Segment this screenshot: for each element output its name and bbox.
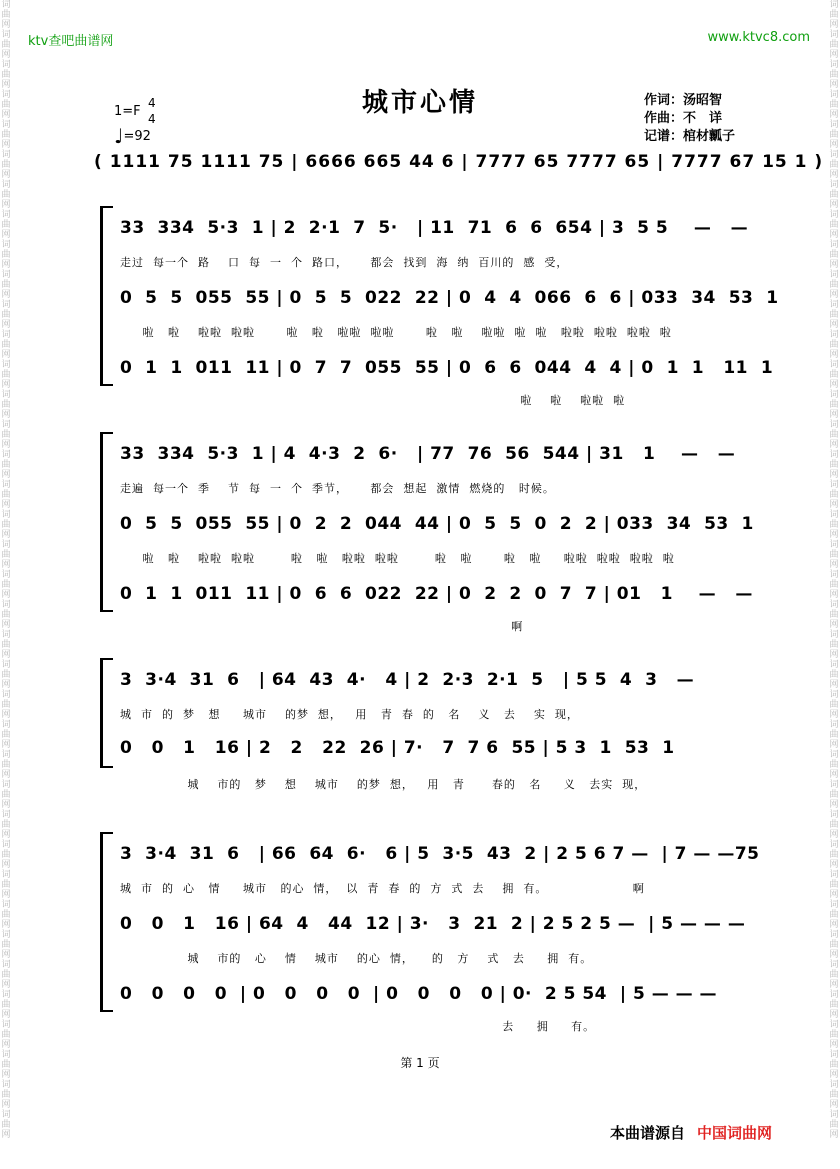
time-numerator: 4	[148, 96, 156, 110]
lyrics-row-melody: 走遍 每一个 季 节 每 一 个 季节， 都会 想起 激情 燃烧的 时候。	[120, 482, 555, 495]
watermark-left: 词曲网词曲网词曲网词曲网词曲网词曲网词曲网词曲网词曲网词曲网词曲网词曲网词曲网词曲网词曲网词曲网词曲网词曲网词曲网词曲网词曲网词曲网词曲网词曲网词曲网词曲网词曲网词曲网词曲网词曲网词曲网词曲网词曲网词曲网词曲网词曲网词曲网词曲网	[1, 0, 11, 1140]
staff-row-harmony: 0 0 1 16 | 2 2 22 26 | 7· 7 7 6 55 | 5 3 1 53 1	[120, 738, 675, 758]
lyrics-row-bass: 啊	[120, 620, 524, 633]
composer: 作曲：不 详	[644, 111, 723, 126]
time-denominator: 4	[148, 112, 156, 126]
score-system-4	[100, 832, 760, 1033]
lyrics-row-bass: 啦 啦 啦啦 啦	[120, 394, 626, 407]
source-site-link[interactable]: 中国词曲网	[697, 1124, 773, 1142]
system-bracket	[100, 432, 113, 612]
staff-row-bass: 0 0 0 0 | 0 0 0 0 | 0 0 0 0 | 0· 2 5 54 | 5 — — —	[120, 984, 718, 1004]
time-signature	[148, 95, 156, 127]
staff-row-harmony: 0 5 5 055 55 | 0 5 5 022 22 | 0 4 4 066 6 6 | 033 34 53 1	[120, 288, 779, 308]
staff-row-melody: 33 334 5·3 1 | 4 4·3 2 6· | 77 76 56 544 | 31 1 — —	[120, 444, 736, 464]
site-url-right[interactable]: www.ktvc8.com	[707, 30, 810, 45]
credits	[644, 92, 735, 146]
lyrics-row-melody: 城 市 的 梦 想 城市 的梦 想， 用 青 春 的 名 义 去 实 现，	[120, 708, 579, 721]
watermark-right: 词曲网词曲网词曲网词曲网词曲网词曲网词曲网词曲网词曲网词曲网词曲网词曲网词曲网词曲网词曲网词曲网词曲网词曲网词曲网词曲网词曲网词曲网词曲网词曲网词曲网词曲网词曲网词曲网词曲网词曲网词曲网词曲网词曲网词曲网词曲网词曲网词曲网词曲网	[829, 0, 839, 1140]
system-bracket	[100, 658, 113, 768]
tempo-value: =92	[123, 129, 151, 144]
lyricist: 作词：汤昭智	[644, 93, 723, 108]
lyrics-row-harmony: 啦 啦 啦啦 啦啦 啦 啦 啦啦 啦啦 啦 啦 啦啦 啦 啦 啦啦 啦啦 啦啦 啦	[120, 326, 672, 339]
staff-row-melody: 3 3·4 31 6 | 64 43 4· 4 | 2 2·3 2·1 5 | 5 5 4 3 —	[120, 670, 695, 690]
staff-row-harmony: 0 5 5 055 55 | 0 2 2 044 44 | 0 5 5 0 2 2 | 033 34 53 1	[120, 514, 754, 534]
system-bracket	[100, 206, 113, 386]
tempo-marking	[114, 124, 151, 148]
lyrics-row-harmony: 啦 啦 啦啦 啦啦 啦 啦 啦啦 啦啦 啦 啦 啦 啦 啦啦 啦啦 啦啦 啦	[120, 552, 675, 565]
system-bracket	[100, 832, 113, 1012]
staff-row-melody: 33 334 5·3 1 | 2 2·1 7 5· | 11 71 6 6 654 | 3 5 5 — —	[120, 218, 749, 238]
lyrics-row-melody: 走过 每一个 路 口 每 一 个 路口， 都会 找到 海 纳 百川的 感 受，	[120, 256, 569, 269]
lyrics-row-harmony: 城 市的 梦 想 城市 的梦 想， 用 青 春的 名 义 去实 现，	[120, 778, 647, 791]
site-name-left[interactable]: ktv查吧曲谱网	[28, 34, 114, 49]
staff-row-bass: 0 1 1 011 11 | 0 7 7 055 55 | 0 6 6 044 4 4 | 0 1 1 11 1	[120, 358, 774, 378]
source-credit	[610, 1122, 772, 1143]
intro-line: ( 1111 75 1111 75 | 6666 665 44 6 | 7777 65 7777 65 | 7777 67 15 1 )	[94, 152, 824, 172]
lyrics-row-bass: 去 拥 有。	[120, 1020, 596, 1033]
staff-row-bass: 0 1 1 011 11 | 0 6 6 022 22 | 0 2 2 0 7 7 | 01 1 — —	[120, 584, 753, 604]
score-system-1	[100, 206, 779, 407]
key-signature: 1=F	[114, 104, 141, 119]
source-label: 本曲谱源自	[610, 1124, 686, 1142]
transcriber: 记谱：棺材瓤子	[644, 129, 736, 144]
lyrics-row-harmony: 城 市的 心 情 城市 的心 情， 的 方 式 去 拥 有。	[120, 952, 593, 965]
staff-row-harmony: 0 0 1 16 | 64 4 44 12 | 3· 3 21 2 | 2 5 2 5 — | 5 — — —	[120, 914, 746, 934]
score-system-3	[100, 658, 750, 791]
page-number: 第 1 页	[400, 1056, 440, 1070]
lyrics-row-melody: 城 市 的 心 情 城市 的心 情， 以 青 春 的 方 式 去 拥 有。 啊	[120, 882, 645, 895]
song-title: 城市心情	[361, 88, 478, 118]
score-system-2	[100, 432, 754, 633]
quarter-note-icon: ♩	[114, 124, 124, 148]
staff-row-melody: 3 3·4 31 6 | 66 64 6· 6 | 5 3·5 43 2 | 2 5 6 7 — | 7 — —75	[120, 844, 760, 864]
